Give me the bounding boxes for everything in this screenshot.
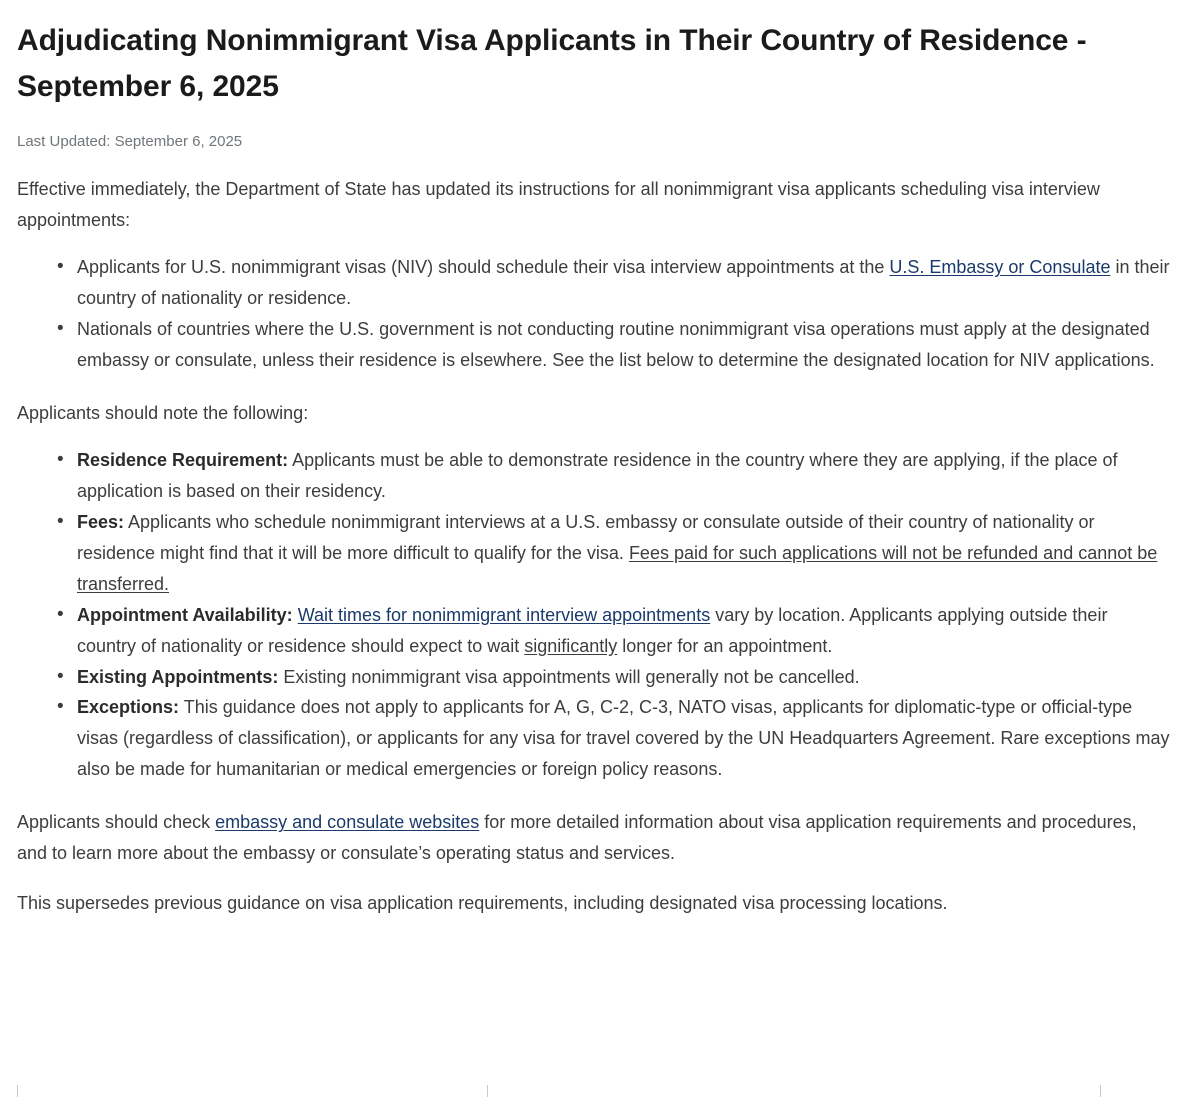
intro-bullet-list — [17, 236, 1170, 376]
list-item-residence-requirement — [17, 445, 1170, 507]
wait-times-link[interactable]: Wait times for nonimmigrant interview appointments — [297, 604, 711, 625]
closing-paragraph — [17, 785, 1170, 869]
residence-requirement-text: Applicants must be able to demonstrate residence in the country where they are applying, if the place of application is based on their residency. — [77, 449, 1118, 501]
existing-appointments-label: Existing Appointments: — [77, 666, 279, 687]
list-item-fees — [17, 507, 1170, 600]
closing-text-before-link: Applicants should check — [17, 812, 216, 833]
list-item-existing-appointments — [17, 662, 1170, 693]
list-item-appointment-availability — [17, 600, 1170, 662]
closing-text-after-link: for more detailed information about visa application requirements and procedures, and to learn more about the embassy or consulate’s operating status and services. — [17, 812, 1137, 864]
last-updated-text: Last Updated: September 6, 2025 — [17, 133, 243, 151]
page-title: Adjudicating Nonimmigrant Visa Applicants in Their Country of Residence - September 6, 2025 — [17, 24, 1087, 103]
intro-item1-text-after-link: in their country of nationality or residence. — [77, 257, 1170, 309]
table-column-border-left — [17, 1085, 18, 1097]
exceptions-label: Exceptions: — [77, 697, 180, 718]
exceptions-text: This guidance does not apply to applicants for A, G, C-2, C-3, NATO visas, applicants for diplomatic-type or official-type visas (regardless of classification), or applicants for any visa for travel covered by the UN Headquarters Agreement. Rare exceptions may also be made for humanitarian or medical emergencies or foreign policy reasons. — [77, 697, 1170, 780]
appointment-availability-label: Appointment Availability: — [77, 604, 293, 625]
table-column-border-middle — [487, 1085, 488, 1097]
significantly-underlined-emphasis: significantly — [524, 635, 618, 656]
intro-paragraph: Effective immediately, the Department of State has updated its instructions for all nonimmigrant visa applicants scheduling visa interview appointments: — [17, 179, 1100, 231]
embassy-or-consulate-link[interactable]: U.S. Embassy or Consulate — [889, 257, 1111, 278]
list-item-exceptions — [17, 692, 1170, 785]
fees-text: Applicants who schedule nonimmigrant interviews at a U.S. embassy or consulate outside of their country of nationality or residence might find that it will be more difficult to qualify for the visa. — [77, 511, 1095, 563]
table-top-border-cutoff — [0, 1085, 1190, 1097]
supersedes-paragraph: This supersedes previous guidance on visa application requirements, including designated visa processing locations. — [17, 893, 948, 914]
residence-requirement-label: Residence Requirement: — [77, 449, 289, 470]
list-item — [17, 314, 1170, 376]
fees-label: Fees: — [77, 511, 125, 532]
embassy-and-consulate-websites-link[interactable]: embassy and consulate websites — [215, 812, 480, 833]
appointment-availability-text-mid: vary by location. Applicants applying outside their country of nationality or residence should expect to wait — [77, 604, 1108, 656]
intro-item1-text-before-link: Applicants for U.S. nonimmigrant visas (NIV) should schedule their visa interview appointments at the — [77, 257, 890, 278]
fees-underlined-emphasis: Fees paid for such applications will not be refunded and cannot be transferred. — [77, 542, 1158, 594]
existing-appointments-text: Existing nonimmigrant visa appointments will generally not be cancelled. — [278, 666, 860, 687]
intro-item2-text: Nationals of countries where the U.S. government is not conducting routine nonimmigrant visa operations must apply at the designated embassy or consulate, unless their residence is elsewhere. See the list below to determine the designated location for NIV applications. — [77, 319, 1155, 370]
notes-bullet-list — [17, 429, 1170, 785]
table-column-border-right — [1100, 1085, 1101, 1097]
notes-lead-paragraph: Applicants should note the following: — [17, 402, 309, 423]
list-item — [17, 252, 1170, 314]
appointment-availability-text-end: longer for an appointment. — [617, 635, 833, 656]
